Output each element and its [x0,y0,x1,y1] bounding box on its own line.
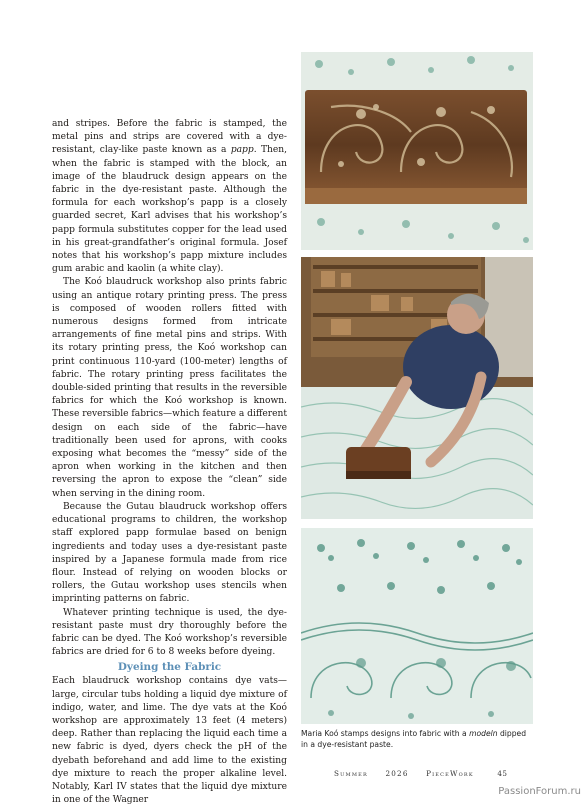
photo-caption [301,729,533,750]
article-paragraph-5: Each blaudruck workshop contains dye vats—large, circular tubs holding a liquid dye mixture of indigo, water, and lime. The dye vats at the Koó workshop are approximately 13 feet (4 meters) deep. Rather than replacing the liquid each time a new fabric is dyed, dyers check the pH of the dyebath beforehand and add lime to the existing dye mixture to reach the proper alkaline level. Notably, Karl IV states that the liquid dye mixture in one of the Wagner [52,676,287,806]
article-column [52,118,287,807]
page-footer [334,769,534,778]
footer-season: Summer [334,769,368,778]
italic-term-papp: papp [230,145,254,156]
article-paragraph-4: Whatever printing technique is used, the dye-resistant paste must dry thoroughly before the fabric can be dyed. The Koó workshop’s reversible fabrics are dried for 6 to 8 weeks before dyeing. [52,607,287,658]
footer-magazine: PieceWork [426,769,474,778]
footer-year: 2026 [385,769,409,778]
watermark-text: PassionForum.ru [498,786,581,797]
photo-worker-stamping [301,257,533,519]
article-paragraph-1: and stripes. Before the fabric is stamped, the metal pins and strips are covered with a dye-resistant, clay-like paste known as a papp. Then, when the fabric is stamped with the block, an image of the blaudruck design appears on the fabric in the dye-resistant paste. Although the formula for each workshop’s papp is a closely guarded secret, Karl advises that his workshop’s papp formula substitutes copper for the lead used in his great-grandfather’s original formula. Josef notes that his workshop’s papp mixture includes gum arabic and kaolin (a white clay). [52,119,287,275]
caption-text-end: dipped in a dye-resistant paste. [301,729,527,749]
caption-italic-term: modeln [469,729,498,738]
page-number: 45 [497,769,508,778]
caption-text-start: Maria Koó stamps designs into fabric with a [301,729,470,738]
section-subhead: Dyeing the Fabric [117,661,222,674]
article-paragraph-2: The Koó blaudruck workshop also prints fabric using an antique rotary printing press. The press is composed of wooden rollers fitted with numerous designs formed from intricate arrangements of fine metal pins and strips. With its rotary printing press, the Koó workshop can print continuous 110-yard (100-meter) lengths of fabric. The rotary printing press facilitates the double-sided printing that results in the reversible fabrics for which the Koó workshop is known. These reversible fabrics—which feature a different design on each side of the fabric—have traditionally been used for aprons, with cooks exposing what becomes the “messy” side of the apron when working in the kitchen and then reversing the apron to expose the “clean” side when serving in the dining room. [52,277,287,499]
article-paragraph-3: Because the Gutau blaudruck workshop offers educational programs to children, the workshop staff explored papp formulae based on benign ingredients and today uses a dye-resistant paste inspired by a Japanese formula made from rice flour. Instead of relying on wooden blocks or rollers, the Gutau workshop uses stencils when imprinting patterns on fabric. [52,501,287,605]
photo-printed-fabric [301,528,533,724]
photo-printing-block [301,52,533,250]
